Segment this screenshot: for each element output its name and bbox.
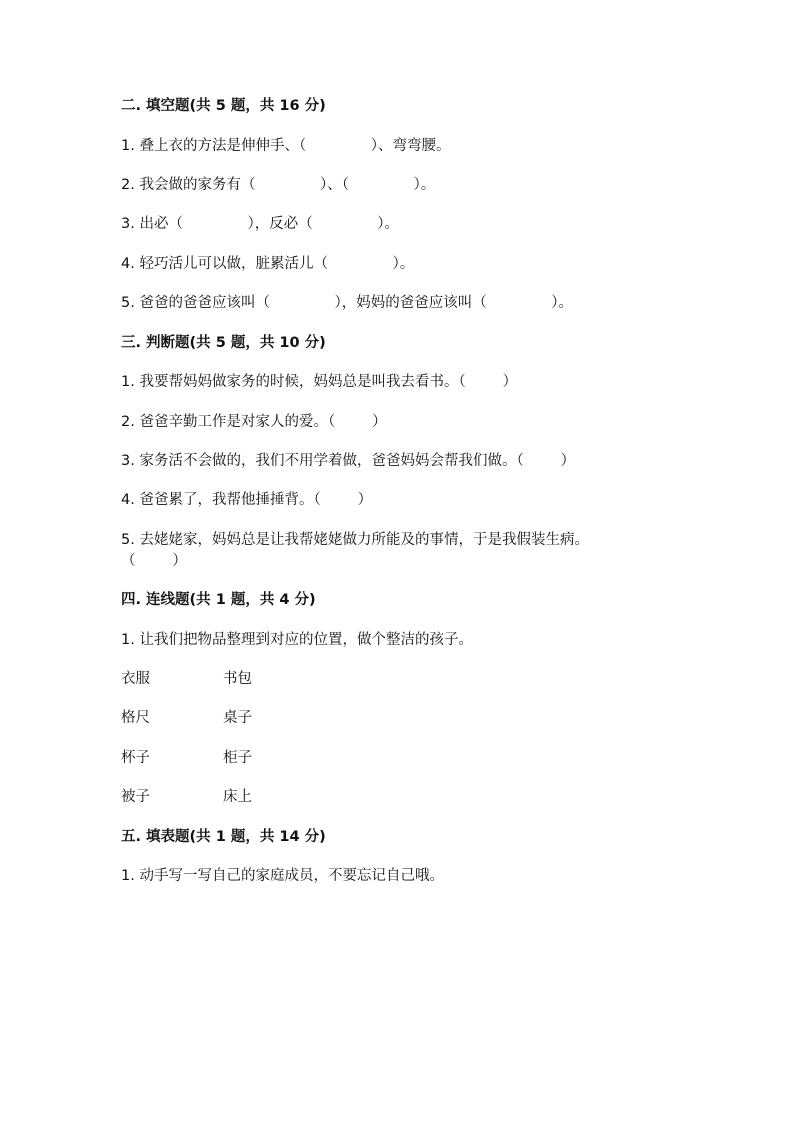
match-right-item[interactable]: 柜子: [223, 750, 252, 766]
question-text: 1. 动手写一写自己的家庭成员，不要忘记自己哦。: [121, 868, 444, 884]
section-heading-table: 五. 填表题(共 1 题，共 14 分): [121, 829, 326, 845]
question-text: 2. 爸爸辛勤工作是对家人的爱。（ ）: [121, 414, 387, 430]
match-right-item[interactable]: 书包: [223, 671, 252, 687]
question-text: 3. 家务活不会做的，我们不用学着做，爸爸妈妈会帮我们做。（ ）: [121, 453, 576, 469]
match-right-item[interactable]: 桌子: [223, 710, 252, 726]
section-heading-true-false: 三. 判断题(共 5 题，共 10 分): [121, 335, 326, 351]
question-text: 2. 我会做的家务有（ ）、（ ）。: [121, 177, 436, 193]
question-text: 5. 爸爸的爸爸应该叫（ ），妈妈的爸爸应该叫（ ）。: [121, 295, 573, 311]
match-left-item[interactable]: 衣服: [121, 671, 150, 687]
match-left-item[interactable]: 被子: [121, 789, 150, 805]
match-right-item[interactable]: 床上: [223, 789, 252, 805]
section-heading-matching: 四. 连线题(共 1 题，共 4 分): [121, 592, 316, 608]
question-text: 1. 叠上衣的方法是伸伸手、（ ）、弯弯腰。: [121, 138, 451, 154]
answer-bracket: （ ）: [121, 553, 187, 569]
question-text: 3. 出必（ ），反必（ ）。: [121, 216, 399, 232]
question-text: 1. 让我们把物品整理到对应的位置，做个整洁的孩子。: [121, 632, 473, 648]
question-text: 5. 去姥姥家，妈妈总是让我帮姥姥做力所能及的事情，于是我假装生病。: [121, 532, 589, 548]
question-text: 4. 爸爸累了，我帮他捶捶背。（ ）: [121, 492, 373, 508]
question-text: 1. 我要帮妈妈做家务的时候，妈妈总是叫我去看书。（ ）: [121, 374, 518, 390]
question-text: 4. 轻巧活儿可以做，脏累活儿（ ）。: [121, 256, 415, 272]
section-heading-fill-blank: 二. 填空题(共 5 题，共 16 分): [121, 98, 326, 114]
match-left-item[interactable]: 格尺: [121, 710, 150, 726]
match-left-item[interactable]: 杯子: [121, 750, 150, 766]
